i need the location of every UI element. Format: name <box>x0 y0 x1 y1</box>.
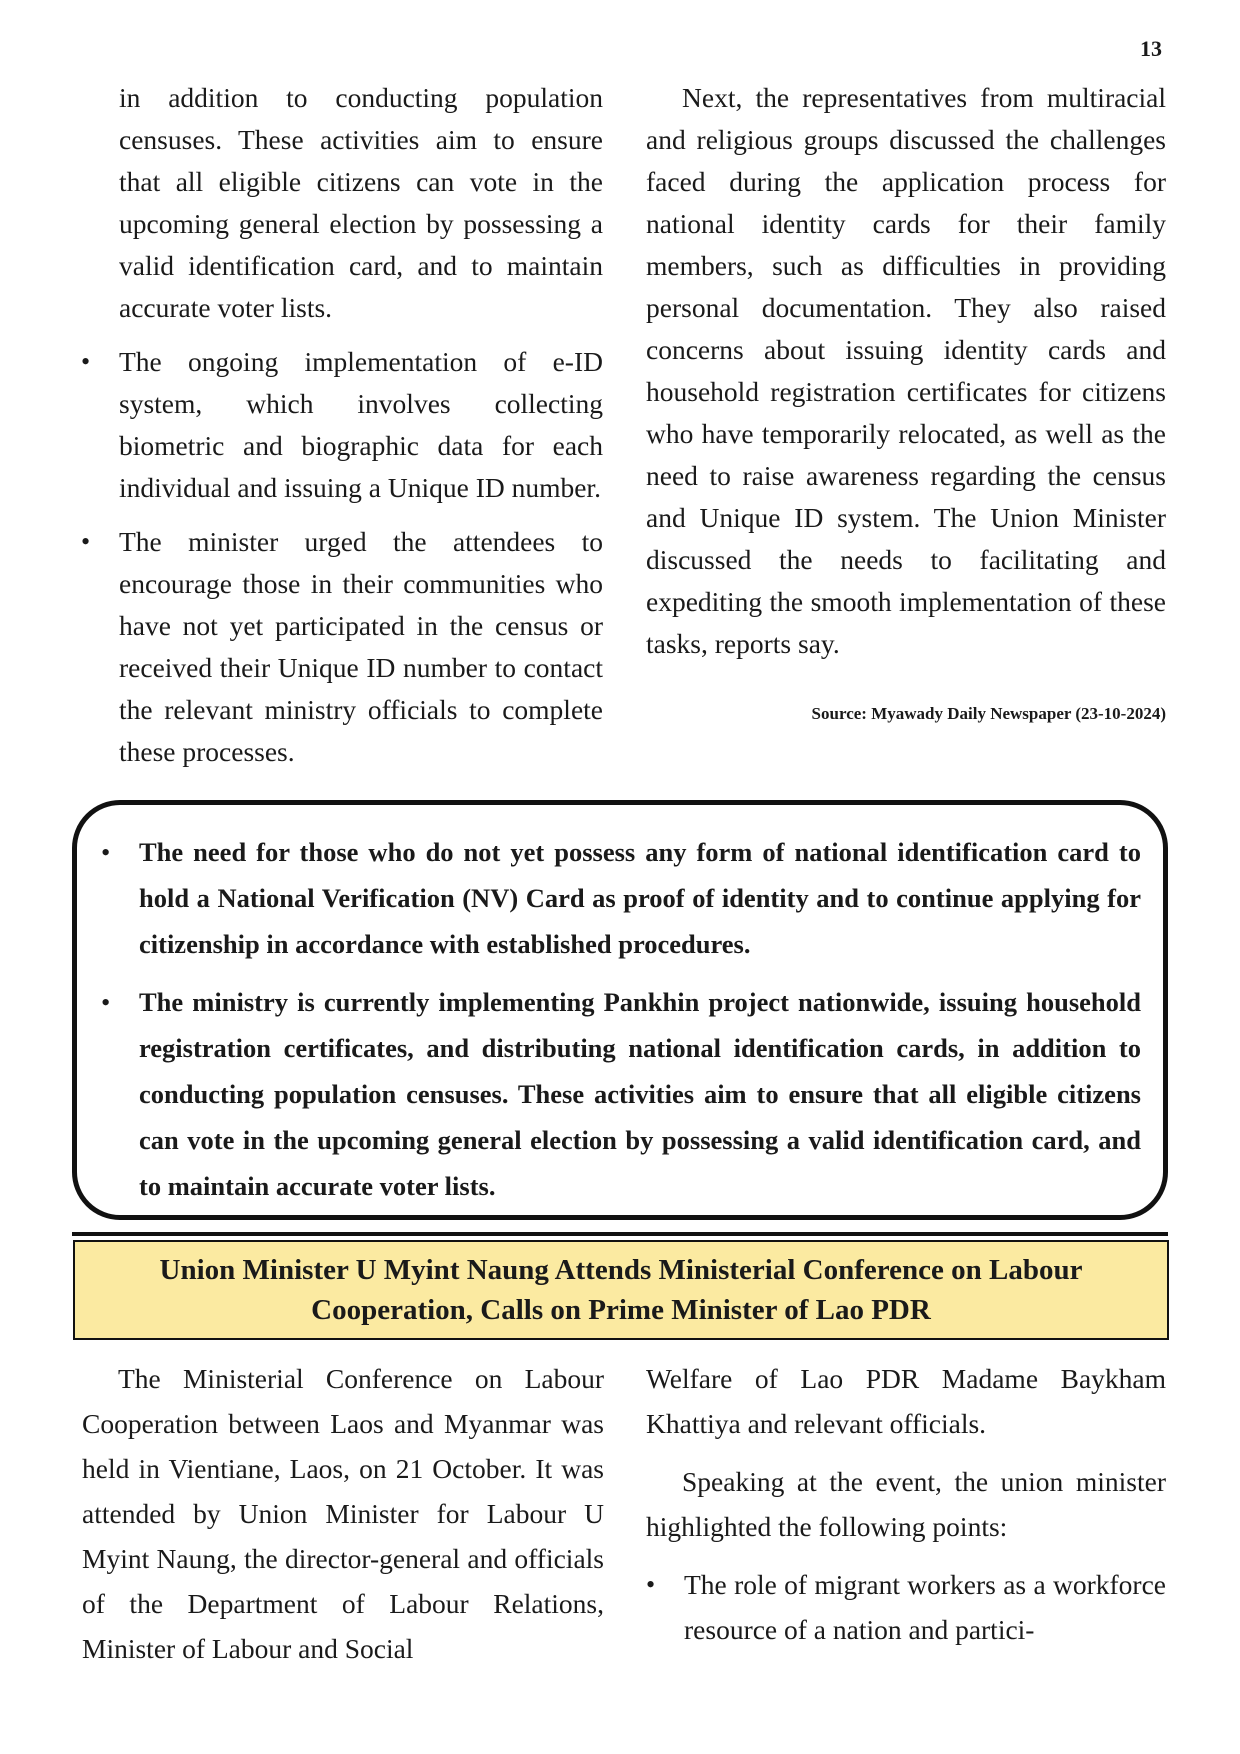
section-divider <box>72 1232 1168 1236</box>
article-paragraph: Speaking at the event, the union minister highlighted the following points: <box>646 1466 1166 1542</box>
bullet-item-eid: • The ongoing implementation of e-ID system, which involves collecting biometric and biographic data for each individual and issuing a Unique ID number. <box>119 341 603 509</box>
callout-item-pankhin: • The ministry is currently implementing Pankhin project nationwide, issuing household registration certificates, and distributing national identification cards, in addition to conducting population censuses. These activities aim to ensure that all eligible citizens can vote in the upcoming general election by possessing a valid identification card, and to maintain accurate voter lists. <box>139 979 1141 1209</box>
continued-paragraph: in addition to conducting population censuses. These activities aim to ensure that all eligible citizens can vote in the upcoming general election by possessing a valid identification card, and to maintain accurate voter lists. <box>119 82 603 323</box>
continued-paragraph: Welfare of Lao PDR Madame Baykham Khattiya and relevant officials. <box>646 1363 1166 1439</box>
page-number: 13 <box>1140 36 1162 61</box>
bullet-item-migrant-workers: • The role of migrant workers as a workforce resource of a nation and partici- <box>684 1562 1166 1652</box>
source-citation: Source: Myawady Daily Newspaper (23-10-2024) <box>811 704 1166 723</box>
article-column-bottom-right <box>646 1356 1166 1652</box>
article-column-bottom-left <box>82 1356 604 1671</box>
highlight-callout-box <box>72 800 1168 1220</box>
article-paragraph: Next, the representatives from multiracial and religious groups discussed the challenges faced during the application process for national identity cards for their family members, such as difficulties in providing personal documentation. They also raised concerns about issuing identity cards and household registration certificates for citizens who have temporarily relocated, as well as the need to raise awareness regarding the census and Unique ID system. The Union Minister discussed the needs to facilitating and expediting the smooth implementation of these tasks, reports say. <box>646 82 1166 659</box>
bullet-list <box>646 1562 1166 1652</box>
headline-line-2: Cooperation, Calls on Prime Minister of Lao PDR <box>311 1294 931 1326</box>
article-column-top-left <box>119 77 603 773</box>
article-headline <box>160 1250 1083 1330</box>
article-column-top-right <box>646 77 1166 665</box>
callout-bullet-list <box>139 829 1141 1209</box>
bullet-item-census-urge: • The minister urged the attendees to encourage those in their communities who have not yet participated in the census or received their Unique ID number to contact the relevant ministry officials to complete these processes. <box>119 521 603 773</box>
headline-line-1: Union Minister U Myint Naung Attends Ministerial Conference on Labour <box>159 1254 1083 1286</box>
article-headline-box <box>73 1240 1169 1340</box>
bullet-list <box>119 341 603 773</box>
article-paragraph: The Ministerial Conference on Labour Cooperation between Laos and Myanmar was held in Vientiane, Laos, on 21 October. It was attended by Union Minister for Labour U Myint Naung, the director-general and officials of the Department of Labour Relations, Minister of Labour and Social <box>82 1363 604 1664</box>
callout-item-nv-card: • The need for those who do not yet possess any form of national identification card to hold a National Verification (NV) Card as proof of identity and to continue applying for citizenship in accordance with established procedures. <box>139 829 1141 967</box>
